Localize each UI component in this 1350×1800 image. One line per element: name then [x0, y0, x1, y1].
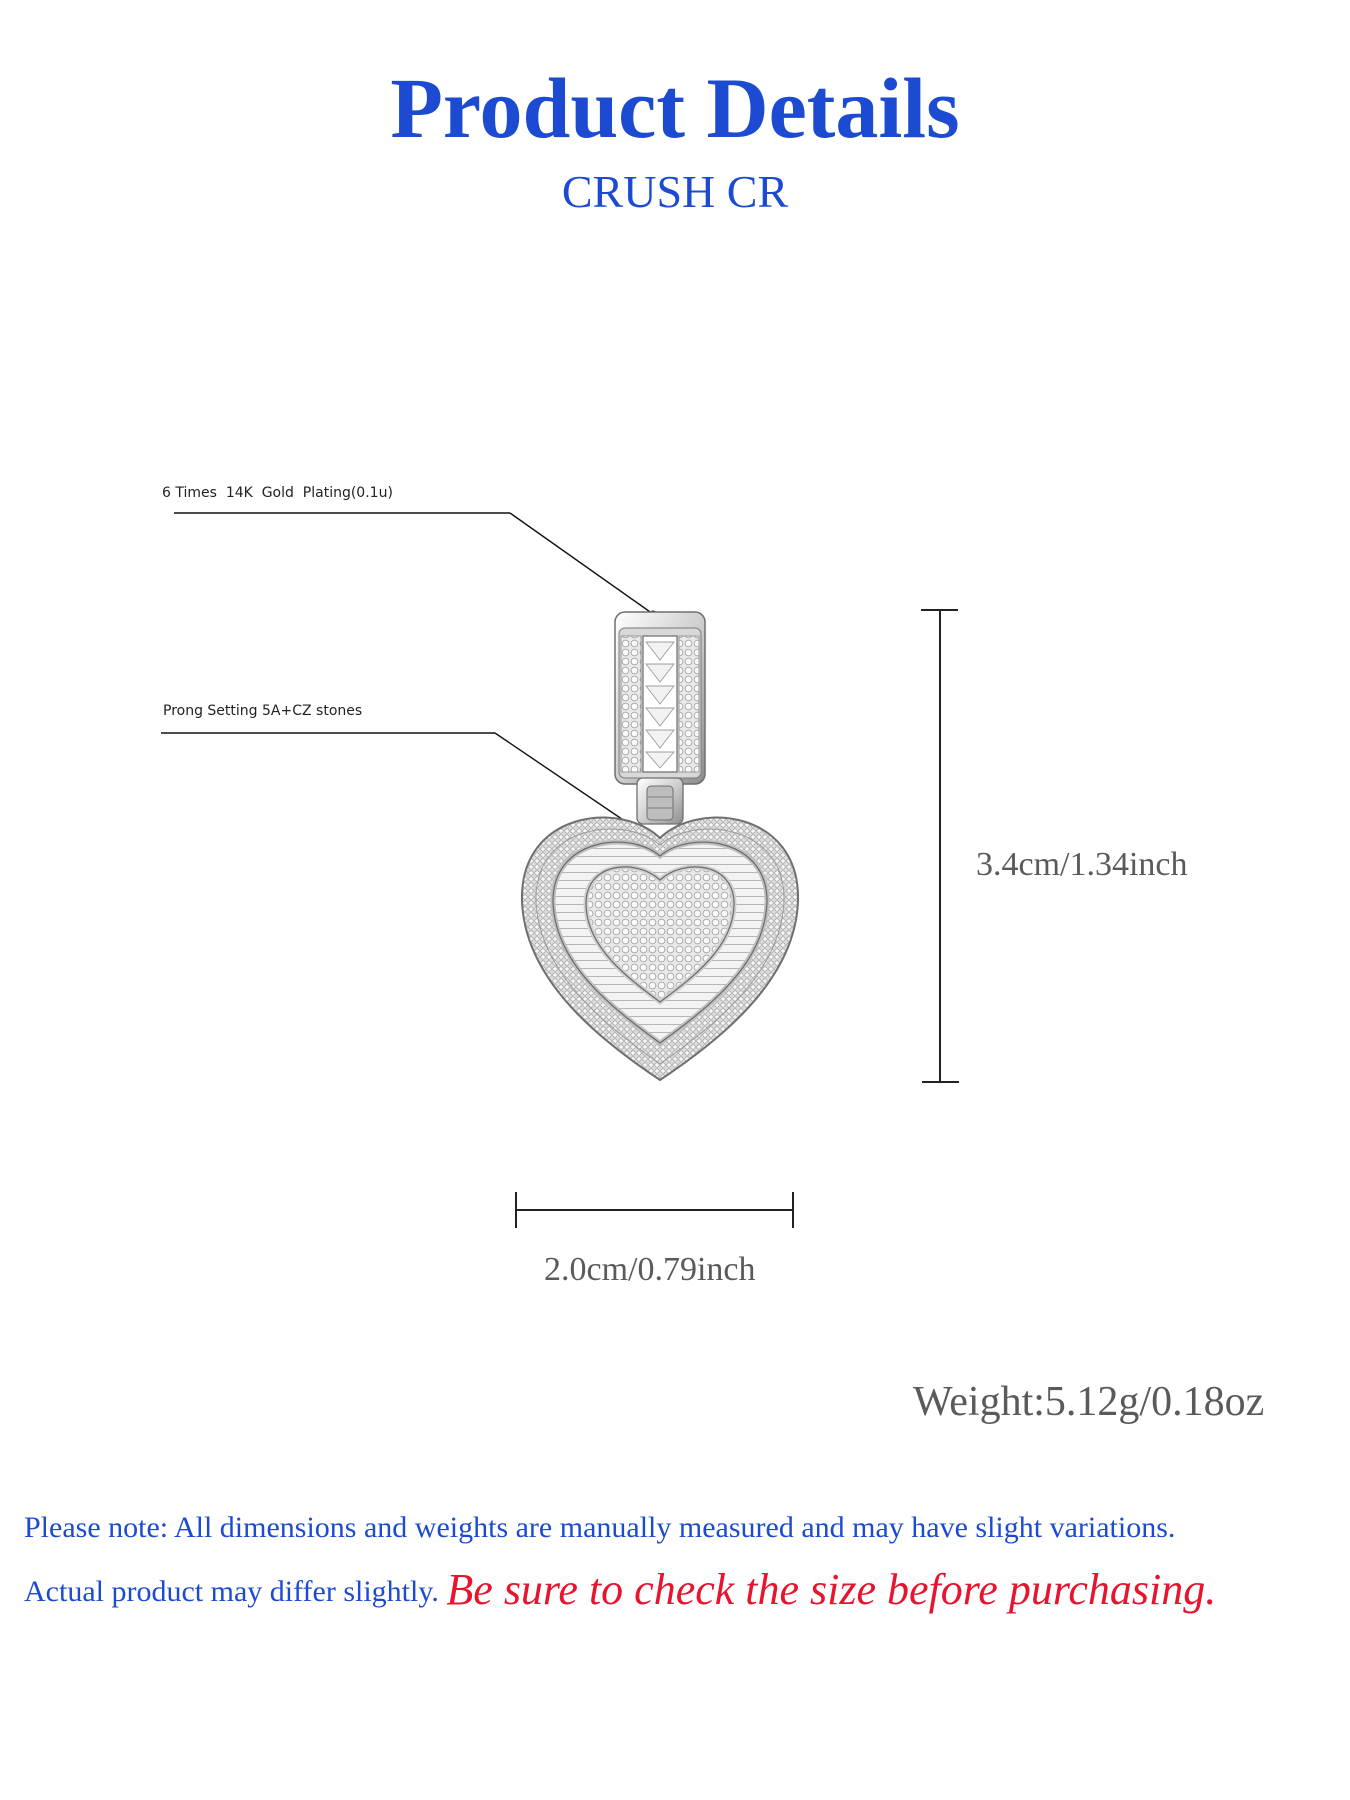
callout-line-prong [161, 733, 645, 836]
product-model: CRUSH CR [561, 166, 789, 217]
page-title: Product Details [390, 60, 960, 156]
pendant-heart [522, 818, 798, 1080]
difference-note-text: Actual product may differ slightly. [24, 1575, 439, 1608]
width-label: 2.0cm/0.79inch [544, 1251, 756, 1288]
width-dimension-line [516, 1192, 793, 1228]
measurement-note: Please note: All dimensions and weights are manually measured and may have slight variations. [24, 1511, 1176, 1544]
height-label: 3.4cm/1.34inch [976, 846, 1188, 883]
difference-note [24, 1565, 1217, 1614]
size-warning: Be sure to check the size before purchasing. [446, 1565, 1217, 1614]
callout-line-plating [174, 513, 657, 618]
weight-label: Weight:5.12g/0.18oz [913, 1379, 1265, 1425]
pendant-bail [615, 612, 705, 824]
callout-stones-label: Prong Setting 5A+CZ stones [163, 703, 363, 719]
height-dimension-line [921, 610, 959, 1082]
callout-plating-label: 6 Times 14K Gold Plating(0.1u) [162, 485, 393, 501]
